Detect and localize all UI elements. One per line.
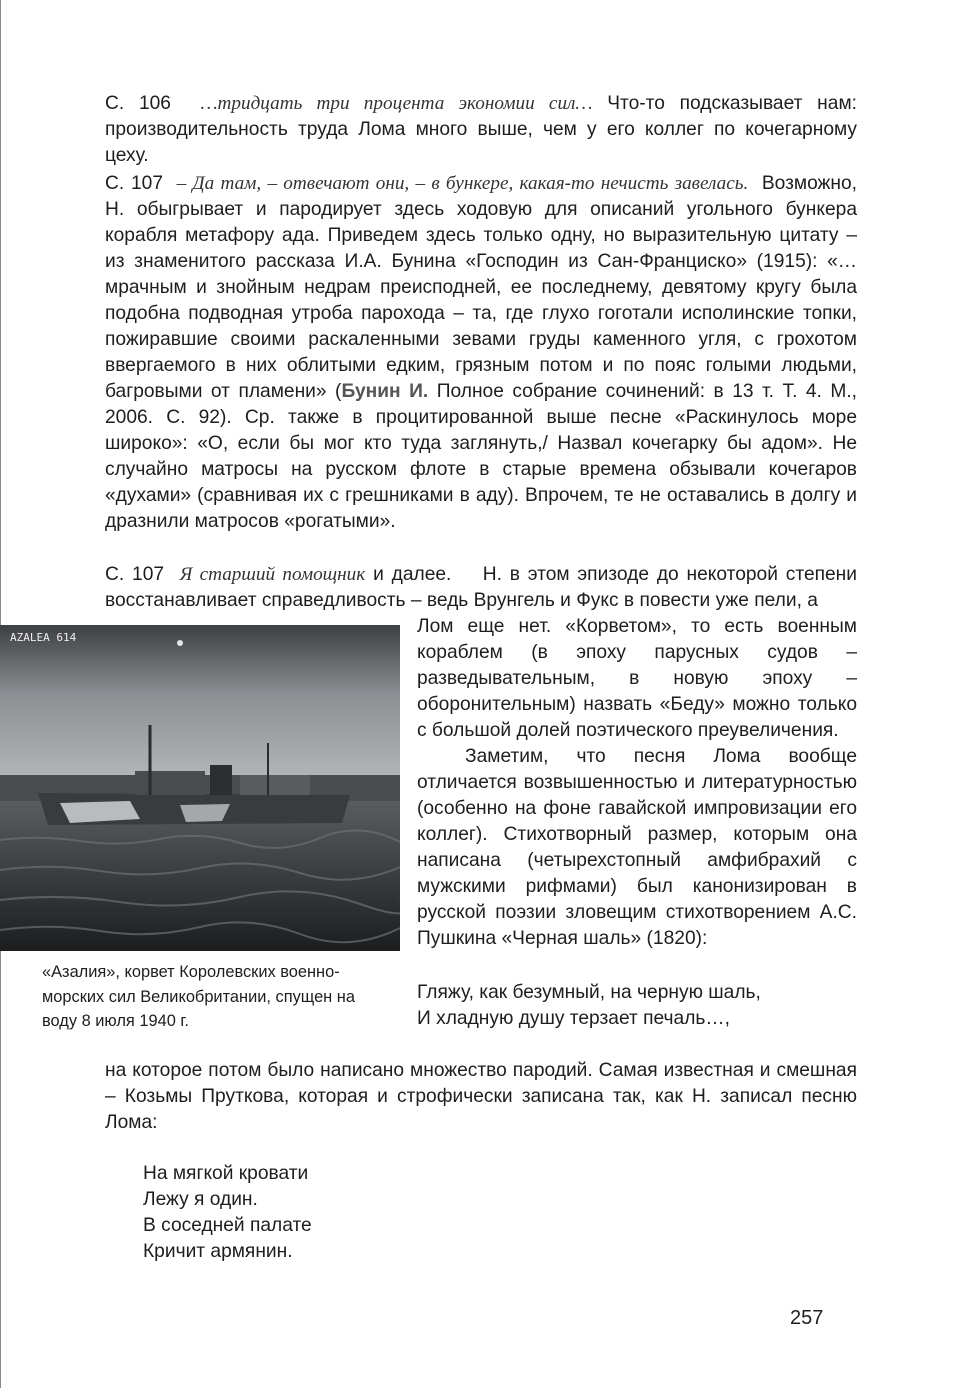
text-after-verse-content: на которое потом было написано множество пародий. Самая известная и смешная – Козьмы Пруткова, которая и строфически записана так, как Н. записал песню Лома: (105, 1060, 857, 1133)
verse-line: На мягкой кровати (143, 1163, 309, 1184)
note-107-bunker (105, 171, 857, 535)
note-107-assistant (105, 562, 857, 614)
side-text-ship (417, 614, 857, 744)
note-ref: С. 106 (105, 93, 171, 114)
verse-line: В соседней палате (143, 1215, 312, 1236)
note-text: Н. в этом эпизоде до некоторой степени восстанавливает справедливость – ведь Врунгель и Фукс в повести уже пели, а (105, 564, 857, 611)
cited-author: Бунин И. (341, 381, 429, 402)
side-text-meter (417, 744, 857, 952)
note-quote-tail: и далее. (373, 564, 452, 585)
page-number: 257 (790, 1307, 824, 1329)
verse-line: И хладную душу терзает печаль…, (417, 1008, 730, 1029)
note-quote: …тридцать три процента экономии сил… (200, 93, 593, 114)
prutkov-verse (143, 1161, 312, 1265)
photo-caption: «Азалия», корвет Королевских военно-морских сил Великобритании, спущен на воду 8 июля 1940 г. (42, 963, 355, 1030)
note-quote: Я старший помощник (179, 564, 366, 585)
note-quote: – Да там, – отвечают они, – в бункере, какая-то нечисть завелась. (176, 173, 749, 194)
note-ref: С. 107 (105, 564, 165, 585)
side-text-meter-content: Заметим, что песня Лома вообще отличается возвышенностью и литературностью (особенно на фоне гавайской импровизации его коллег). Стихотворный размер, которым она написана (четырехстопный амфибрахий с мужскими рифмами) был канонизирован в русской поэзии зловещим стихотворением А.С. Пушкина «Черная шаль» (1820): (417, 746, 857, 949)
corvette-photo (0, 625, 400, 951)
note-text-after-verse (105, 1058, 857, 1136)
note-text: Возможно, Н. обыгрывает и пародирует здесь ходовую для описаний угольного бункера корабля метафору ада. Приведем здесь только одну, но выразительную цитату – из знаменитого рассказа И.А. Бунина «Господин из Сан-Франциско» (1915): «…мрачным и знойным недрам преисподней, ее последнему, девятому кругу была подобна подводная утроба парохода – та, где глухо гоготали исполинские топки, пожиравшие своими раскаленными зевами груды каменного угля, с грохотом ввергаемого в них облитыми едким, грязным потом и по пояс голыми людьми, багровыми от пламени» ( (105, 173, 857, 402)
photo-label: AZALEA 614 (10, 631, 77, 644)
note-ref: С. 107 (105, 173, 163, 194)
verse-line: Кричит армянин. (143, 1241, 293, 1262)
note-text: Что-то подсказывает нам: производительность труда Лома много выше, чем у его коллег по кочегарному цеху. (105, 93, 857, 166)
note-text-continued: Полное собрание сочинений: в 13 т. Т. 4. М., 2006. С. 92). Ср. также в процитированной выше песне «Раскинулось море широко»: «О, если бы мог кто туда заглянуть,/ Назвал кочегарку бы адом». Не случайно матросы на русском флоте в старые времена обзывали кочегаров «духами» (сравнивая их с грешниками в аду). Впрочем, те не оставались в долгу и дразнили матросов «рогатыми». (105, 381, 858, 532)
verse-line: Гляжу, как безумный, на черную шаль, (417, 982, 761, 1003)
pushkin-verse (417, 980, 761, 1032)
verse-line: Лежу я один. (143, 1189, 258, 1210)
side-text-ship-content: Лом еще нет. «Корветом», то есть военным кораблем (в эпоху парусных судов – разведывательным, в новую эпоху – оборонительным) назвать «Беду» можно только с большой долей поэтического преувеличения. (417, 616, 857, 741)
note-106 (105, 91, 857, 169)
